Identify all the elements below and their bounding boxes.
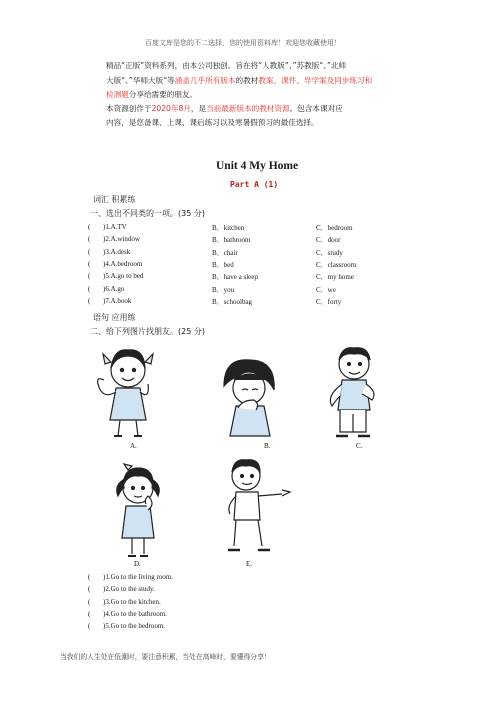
question-row-7-c: C．forty [316, 297, 342, 306]
page-header: 百度文库是您的不二选择，您的使用资料库！欢迎您收藏使用！ [145, 39, 341, 47]
intro-line-2: 大版“、”华师大版“等涵盖几乎所有版本的教材教案、课件、导学案及同步练习和 [106, 76, 373, 85]
question-row-2-b: B．bathroom [212, 236, 251, 245]
figure-label-a: A. [130, 442, 137, 450]
question-row-3-c: C．study [316, 248, 343, 257]
question-row-4-b: B．bed [212, 260, 234, 269]
question-row-6-b: B．you [212, 285, 235, 294]
intro-line-5: 内容，是您备课、上课、课后练习以及寒暑假预习的最佳选择。 [106, 118, 319, 127]
match-row-1-paren: ( [88, 573, 91, 581]
match-row-3-q: )3.Go to the kitchen. [103, 597, 161, 606]
question-row-3-b: B．chair [212, 248, 238, 257]
question-row-7-q: )7.A.book [103, 296, 132, 305]
section1-heading: 词汇 积累练 [93, 195, 136, 204]
match-row-5-q: )5.Go to the bedroom. [103, 622, 166, 631]
question-row-4-c: C．classroom [316, 260, 357, 269]
question-row-6-paren: ( [88, 284, 91, 293]
unit-title: Unit 4 My Home [216, 160, 299, 172]
intro-line-4: 本资源创作于2020年8月，是当前最新版本的教材资源。包含本课对应 [106, 104, 343, 113]
question-row-2-q: )2.A.window [103, 235, 140, 244]
question-row-3-paren: ( [88, 247, 91, 256]
girl-clapping-figure [88, 340, 166, 440]
match-row-4-q: )4.Go to the bathroom. [103, 609, 167, 618]
question-row-4-q: )4.A.bedroom [103, 259, 143, 268]
boy-pointing-away-figure [216, 454, 296, 554]
question-row-5-c: C．my home [316, 273, 354, 282]
question-row-7-paren: ( [88, 296, 91, 305]
question-row-6-q: )6.A.go [103, 284, 125, 293]
figure-label-c: C. [356, 442, 363, 450]
figure-label-b: B. [264, 442, 271, 450]
intro-line-3: 检测题分享给需要的朋友。 [106, 90, 198, 99]
match-row-3-paren: ( [88, 597, 91, 606]
figure-label-e: E. [246, 560, 253, 568]
question-row-5-paren: ( [88, 272, 91, 281]
page-footer: 当我们的人生处在低潮时，要注意积累，当处在高峰时，要懂得分享！ [60, 653, 271, 661]
match-row-2-paren: ( [88, 585, 91, 594]
match-row-1-q: )1.Go to the living room. [103, 573, 173, 581]
figure-label-d: D. [134, 560, 141, 568]
match-row-4-paren: ( [88, 609, 91, 618]
question-row-3-q: )3.A.desk [103, 247, 131, 256]
question-row-7-b: B．schoolbag [212, 297, 253, 306]
question-row-2-paren: ( [88, 235, 91, 244]
question-row-1-paren: ( [88, 223, 91, 231]
section2-heading: 语句 应用练 [93, 313, 136, 322]
question-row-5-b: B．have a sleep [212, 273, 258, 282]
part-label: Part A (1) [230, 180, 279, 189]
boy-pointing-figure [318, 340, 388, 440]
girl-thinking-figure [108, 460, 168, 560]
girl-shy-figure [214, 356, 284, 438]
section2-instruction: 二、给下列图片找朋友。(25 分) [90, 327, 205, 336]
question-row-1-b: B．kitchen [212, 224, 245, 232]
question-row-1-q: )1.A.TV [103, 223, 127, 231]
question-row-2-c: C．door [316, 236, 341, 245]
question-row-1-c: C．bedroom [316, 224, 353, 232]
question-row-5-q: )5.A.go to bed [103, 272, 144, 281]
question-row-4-paren: ( [88, 259, 91, 268]
match-row-2-q: )2.Go to the study. [103, 585, 155, 594]
match-row-5-paren: ( [88, 622, 91, 631]
question-row-6-c: C．we [316, 285, 336, 294]
section1-instruction: 一、选出不同类的一项。(35 分) [90, 209, 205, 218]
intro-line-1: 精品“正版”资料系列，由本公司独创。旨在将“人教版”、”苏教版“、”北师 [106, 61, 347, 70]
